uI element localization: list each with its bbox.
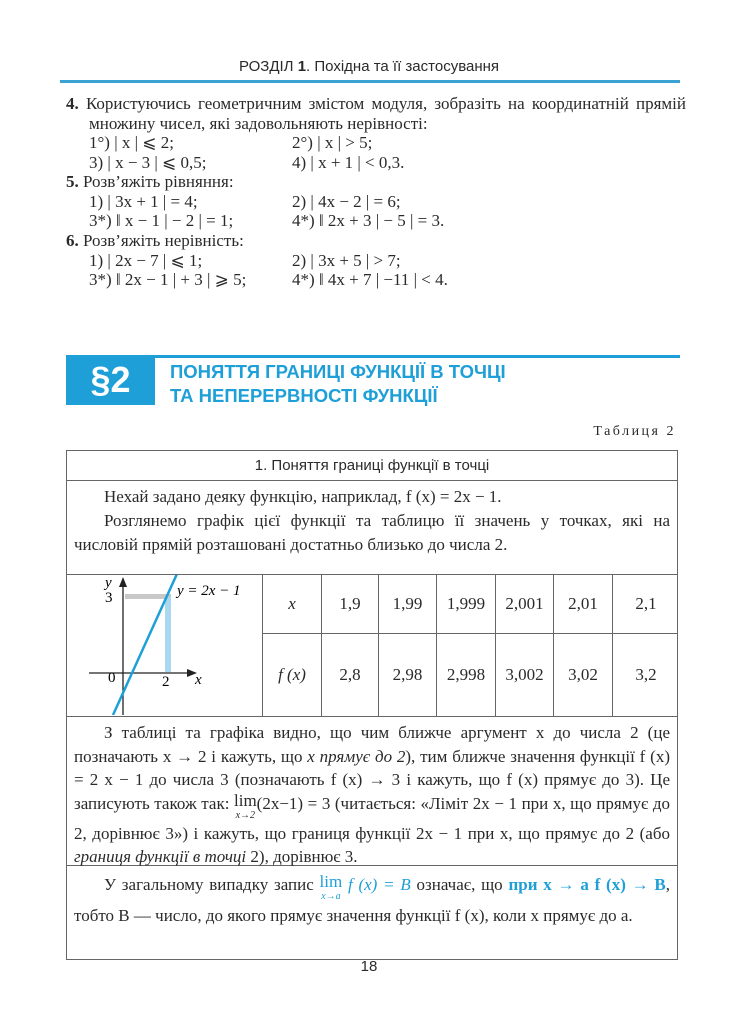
explanation-text: З таблиці та графіка видно, що чим ближче аргумент x до числа 2 (це позначають x → 2 і кажуть, що x прямує до 2), тим ближче значення функції f (x) = 2 x − 1 до числа 3 (позначають f (x) → 3 і кажуть, що f (x) прямує до 3). Це записують також так: lim x→2(2x−1) = 3 (читається: «Ліміт 2x − 1 при x, що прямує до 2, дорівнює 3») і кажуть, що границя функції 2x − 1 при x, що прямує до 2 (або границя функції в точці 2), дорівнює 3. — [74, 723, 671, 866]
fx-value: 3,002 — [495, 633, 553, 717]
x-value: 2,001 — [495, 575, 553, 633]
x-value: 2,01 — [553, 575, 612, 633]
intro-text-1: Нехай задано деяку функцію, наприклад, f (x) = 2x − 1. — [104, 487, 502, 506]
fx-value: 2,998 — [436, 633, 495, 717]
y-arrow-icon — [119, 577, 127, 587]
concept-table — [66, 450, 678, 960]
function-graph — [67, 575, 262, 715]
explanation-section — [67, 717, 677, 866]
fx-value: 2,98 — [378, 633, 436, 717]
intro-text-2: Розглянемо графік цієї функції та таблицю її значень у точках, які на числовій прямій розташовані достатньо близько до числа 2. — [74, 511, 670, 554]
fx-header: f (x) — [262, 633, 321, 717]
header-rule — [60, 80, 680, 83]
line-label: y = 2x − 1 — [177, 583, 241, 599]
section-rule — [66, 355, 680, 358]
x-value: 2,1 — [612, 575, 679, 633]
y-label: y — [105, 575, 112, 591]
row-divider — [262, 633, 677, 634]
x-value: 1,9 — [321, 575, 378, 633]
origin-label: 0 — [108, 670, 116, 686]
intro-section — [67, 481, 677, 575]
x-value: 1,99 — [378, 575, 436, 633]
fx-value: 3,2 — [612, 633, 679, 717]
guide-x2 — [165, 597, 171, 672]
section-title: ПОНЯТТЯ ГРАНИЦІ ФУНКЦІЇ В ТОЧЦІ ТА НЕПЕРЕРВНОСТІ ФУНКЦІЇ — [170, 361, 506, 406]
running-header: РОЗДІЛ 1. Похідна та її застосування — [238, 58, 500, 75]
section-badge: §2 — [66, 355, 155, 405]
graph-values-section — [67, 575, 677, 717]
tick-x: 2 — [162, 674, 170, 690]
table-heading: 1. Поняття границі функції в точці — [67, 451, 677, 481]
exercise-6: 6. Розв’яжіть нерівність: 1) | 2x − 7 | ⩽ 1; 2) | 3x + 5 | > 7; 3*) ‖ 2x − 1 | + 3 | ⩾ 5; 4*) ‖ 4x + 7 | −11 | < 4. — [66, 231, 448, 289]
x-value: 1,999 — [436, 575, 495, 633]
x-header: x — [262, 575, 321, 633]
exercise-4: 4. Користуючись геометричним змістом модуля, зобразіть на координатній прямій множину чисел, які задовольняють нерівності: 1°) | x | ⩽ 2; 2°) | x | > 5; 3) | x − 3 | ⩽ 0,5; 4) | x + 1 | < 0,3. — [66, 94, 686, 172]
general-definition-section — [67, 866, 677, 959]
fx-value: 2,8 — [321, 633, 378, 717]
table-caption: Таблиця 2 — [593, 424, 676, 439]
fx-value: 3,02 — [553, 633, 612, 717]
exercise-5: 5. Розв’яжіть рівняння: 1) | 3x + 1 | = 4; 2) | 4x − 2 | = 6; 3*) ‖ x − 1 | − 2 | = 1; 4*) ‖ 2x + 3 | − 5 | = 3. — [66, 172, 445, 230]
x-label: x — [195, 672, 202, 688]
guide-y3 — [125, 594, 171, 599]
page-number: 18 — [360, 958, 378, 975]
definition-text: У загальному випадку запис lim x→a f (x) = B означає, що при x → a f (x) → B, тобто B — число, до якого прямує значення функції f (x), коли x прямує до a. — [74, 872, 670, 925]
tick-y: 3 — [105, 590, 113, 606]
